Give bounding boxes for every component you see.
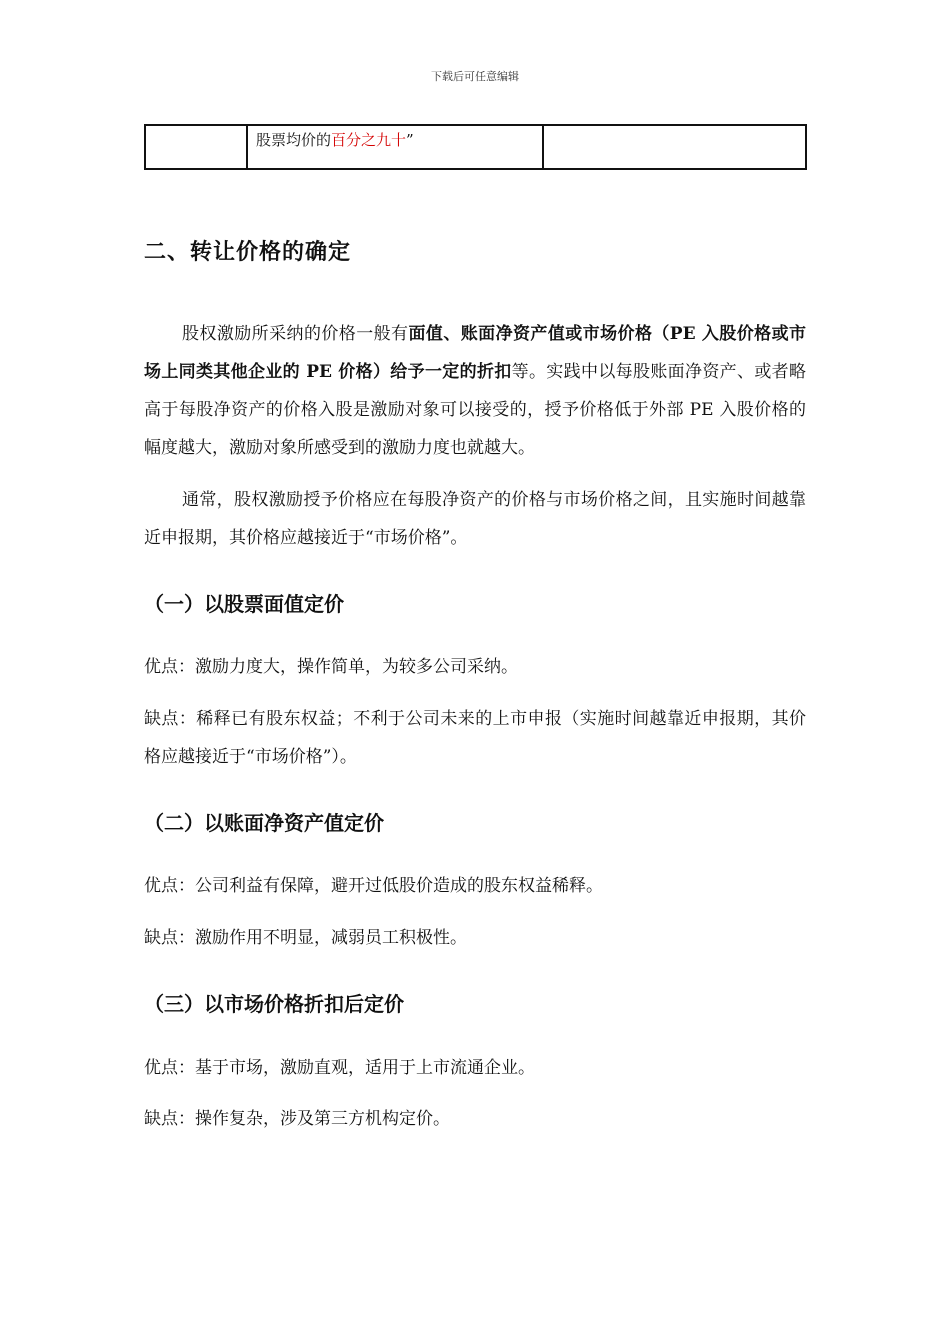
paragraph-text: 等。实践中以每股账面净资产、或者略高于每股净资产的价格入股是激励对象可以接受的，授予价格低于外部 PE 入股价格的幅度越大，激励对象所感受到的激励力度也就越大。	[144, 362, 807, 458]
pro-text-1: 优点：激励力度大，操作简单，为较多公司采纳。	[144, 657, 518, 677]
table-row	[145, 125, 806, 169]
con-text-2: 缺点：激励作用不明显，减弱员工积极性。	[144, 928, 467, 948]
con-text-3: 缺点：操作复杂，涉及第三方机构定价。	[144, 1109, 450, 1129]
cell-text-after: ”	[406, 131, 414, 149]
table-cell-empty	[543, 125, 806, 169]
section-title: 二、转让价格的确定	[144, 240, 352, 265]
subsection-title-1: （一）以股票面值定价	[144, 592, 344, 616]
table-cell-text	[247, 125, 543, 169]
page-header: 下载后可任意编辑	[431, 70, 519, 83]
price-table	[144, 124, 807, 170]
paragraph-usual: 通常，股权激励授予价格应在每股净资产的价格与市场价格之间，且实施时间越靠近申报期，其价格应越接近于“市场价格”。	[144, 490, 806, 548]
subsection-title-3: （三）以市场价格折扣后定价	[144, 992, 404, 1016]
cell-text-before: 股票均价的	[256, 131, 332, 149]
pro-text-2: 优点：公司利益有保障，避开过低股价造成的股东权益稀释。	[144, 876, 603, 896]
con-text-1: 缺点：稀释已有股东权益；不利于公司未来的上市申报（实施时间越靠近申报期，其价格应越接近于“市场价格”）。	[144, 709, 806, 767]
pro-text-3: 优点：基于市场，激励直观，适用于上市流通企业。	[144, 1058, 535, 1078]
paragraph-bold-text: 面值、账面净资产值或市场价格（PE 入股价格或市场上同类其他企业的 PE 价格）给予一定的折扣	[144, 324, 806, 382]
cell-text-red: 百分之九十	[331, 131, 407, 149]
table-cell-empty	[145, 125, 247, 169]
subsection-title-2: （二）以账面净资产值定价	[144, 811, 384, 835]
paragraph-text: 股权激励所采纳的价格一般有	[182, 324, 409, 344]
paragraph-pricing	[144, 315, 806, 467]
